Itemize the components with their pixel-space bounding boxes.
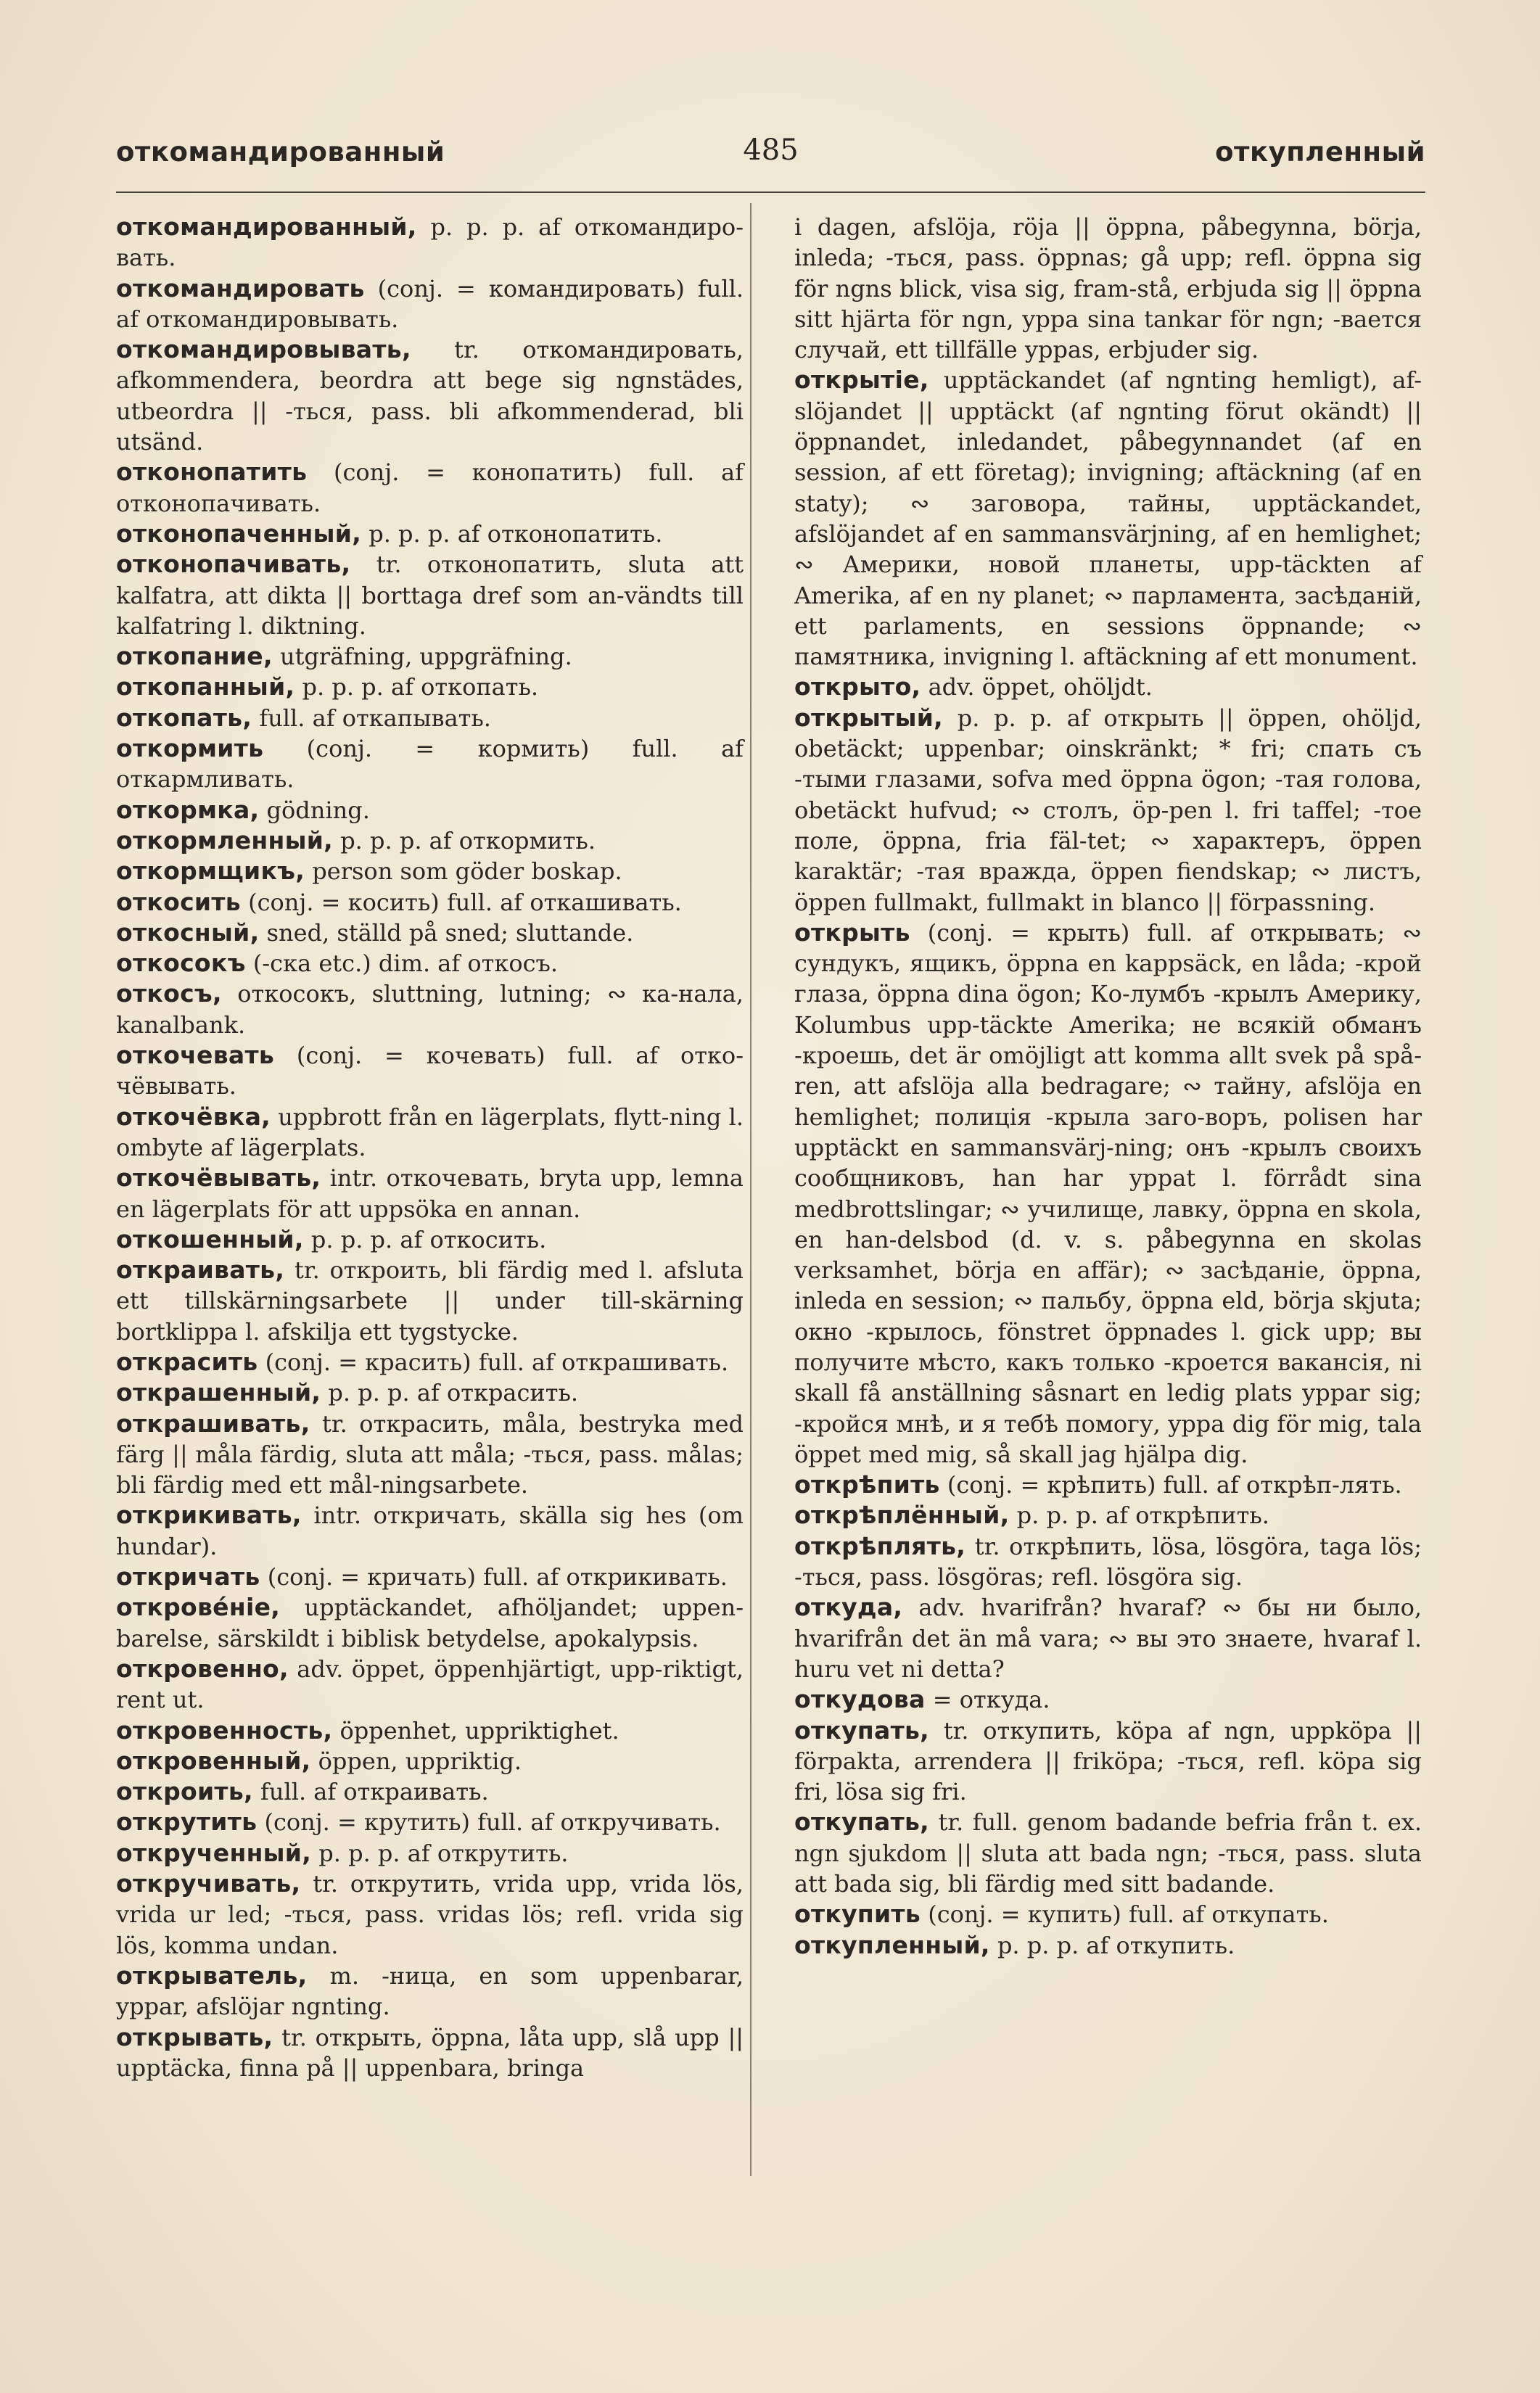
entry-definition: adv. hvarifrån? hvaraf? ∾ бы ни было, hvarifrån det än må vara; ∾ вы это знаете, hvaraf l. huru vet ni detta? — [794, 1594, 1422, 1683]
entry-headword: открыто, — [794, 672, 921, 701]
entry-headword: откомандировывать, — [116, 335, 411, 364]
entry-definition: upptäckandet, afhöljandet; uppen-barelse, särskildt i biblisk betydelse, apokalypsis. — [116, 1594, 744, 1652]
entry-definition: (conj. = крыть) full. af открывать; ∾ сундукъ, ящикъ, öppna en kappsäck, en låda; -крой глаза, öppna dina ögon; Ко-лумбъ -крылъ Америку, Kolumbus upp-täckte Amerika; не всякій обманъ -кроешь, det är omöjligt att komma allt svek på spå-ren, att afslöja alla bedragare; ∾ тайну, afslöja en hemlighet; полиція -крыла заго-воръ, polisen har upptäckt en sammansvärj-ning; онъ -крылъ своихъ сообщниковъ, han har yppat l. förrådt sina medbrottslingar; ∾ училище, лавку, öppna en skola, en han-delsbod (d. v. s. påbegynna en skolas verksamhet, börja en affär); ∾ засѣданіе, öppna, inleda en session; ∾ пальбу, öppna eld, börja skjuta; окно -крылось, fönstret öppnades l. gick upp; вы получите мѣсто, какъ только -кроется вакансія, ni skall få anställning såsnart en ledig plats yppar sig; -кройся мнѣ, и я тебѣ помогу, yppa dig för mig, tala öppet med mig, så skall jag hjälpa dig. — [794, 918, 1422, 1468]
entry-headword: откочёвка, — [116, 1102, 271, 1131]
entry-headword: откосить — [116, 887, 241, 916]
entry-headword: откровенность, — [116, 1716, 333, 1745]
entry-headword: откупать, — [794, 1716, 930, 1745]
entry-definition: tr. открыть, öppna, låta upp, slå upp || upptäcka, finna på || uppenbara, bringa — [116, 2023, 744, 2082]
dictionary-entry — [116, 1592, 744, 1654]
dictionary-entry — [116, 1807, 744, 1837]
dictionary-entry — [794, 1500, 1422, 1531]
entry-definition: (conj. = кричать) full. af открикивать. — [267, 1563, 728, 1591]
header-first-entry: откомандированный — [116, 136, 445, 168]
entry-definition: full. af откапывать. — [259, 704, 491, 732]
entry-definition: sned, ställd på sned; sluttande. — [266, 918, 634, 947]
dictionary-entry — [116, 334, 744, 457]
entry-definition: tr. откупить, köpa af ngn, uppköpa || förpakta, arrendera || friköpa; -ться, refl. köpa sig fri, lösa sig fri. — [794, 1716, 1422, 1806]
entry-definition: p. p. p. af открасить. — [328, 1379, 579, 1407]
dictionary-entry — [116, 918, 744, 948]
dictionary-entry — [794, 365, 1422, 672]
entry-definition: (conj. = крутить) full. af откручивать. — [264, 1808, 721, 1837]
entry-definition: tr. откомандировать, afkommendera, beordra att bege sig ngnstädes, utbeordra || -ться, pass. bli afkommenderad, bli utsänd. — [116, 336, 744, 456]
entry-definition: p. p. p. af откомандиро-вать. — [116, 213, 744, 272]
entry-headword: открашенный, — [116, 1378, 321, 1407]
entry-headword: откормить — [116, 734, 264, 763]
dictionary-entry — [794, 672, 1422, 702]
dictionary-entry — [116, 1255, 744, 1347]
entry-definition: tr. отконопатить, sluta att kalfatra, att dikta || borttaga dref som an-vändts till kalfatring l. diktning. — [116, 551, 744, 640]
dictionary-entry — [794, 1592, 1422, 1684]
dictionary-entry — [116, 1776, 744, 1807]
entry-headword: откосокъ — [116, 949, 246, 978]
entry-headword: откосъ, — [116, 979, 222, 1008]
entry-headword: открыватель, — [116, 1961, 308, 1990]
entry-headword: откопание, — [116, 642, 273, 671]
entry-headword: откупленный, — [794, 1930, 990, 1959]
entry-headword: открѣпить — [794, 1470, 940, 1499]
entry-definition: tr. открасить, måla, bestryka med färg || måla färdig, sluta att måla; -ться, pass. målas; bli färdig med ett mål-ningsarbete. — [116, 1409, 744, 1499]
entry-headword: откроить, — [116, 1777, 253, 1806]
entry-definition: (-ска etc.) dim. af откосъ. — [252, 950, 559, 978]
entry-definition: m. -ница, en som uppenbarar, yppar, afslöjar ngnting. — [116, 1961, 744, 2021]
entry-definition: (conj. = косить) full. af откашивать. — [248, 888, 682, 916]
entry-definition: person som göder boskap. — [312, 857, 622, 886]
entry-definition: full. af откраивать. — [260, 1778, 489, 1806]
dictionary-entry — [794, 918, 1422, 1470]
dictionary-entry — [794, 1716, 1422, 1808]
entry-headword: открутить — [116, 1808, 258, 1837]
entry-headword: отконопаченный, — [116, 519, 362, 548]
entry-definition: adv. öppet, öppenhjärtigt, upp-riktigt, rent ut. — [116, 1655, 744, 1714]
dictionary-entry — [116, 1869, 744, 1961]
column-divider — [750, 203, 752, 2176]
dictionary-entry — [116, 887, 744, 918]
entry-headword: открыть — [794, 918, 910, 947]
entry-headword: откуда, — [794, 1593, 903, 1622]
dictionary-entry — [116, 1040, 744, 1102]
entry-definition: (conj. = крѣпить) full. af открѣп-лять. — [947, 1471, 1402, 1499]
entry-definition: p. p. p. af откосить. — [310, 1225, 547, 1253]
dictionary-entry — [116, 795, 744, 825]
entry-definition: utgräfning, uppgräfning. — [279, 643, 572, 671]
entry-headword: открученный, — [116, 1838, 312, 1867]
entry-definition: p. p. p. af отконопатить. — [368, 519, 663, 548]
entry-definition: p. p. p. af откормить. — [340, 826, 596, 854]
entry-headword: отконопатить — [116, 458, 308, 487]
entry-headword: открытіе, — [794, 366, 929, 395]
entry-definition: (conj. = кочевать) full. af отко-чёвывать. — [116, 1042, 744, 1100]
entry-headword: откопанный, — [116, 672, 295, 701]
dictionary-entry — [116, 519, 744, 549]
entry-headword: откопать, — [116, 703, 252, 732]
dictionary-entry — [794, 212, 1422, 365]
dictionary-entry — [116, 948, 744, 979]
header-rule — [116, 191, 1425, 193]
dictionary-entry — [116, 825, 744, 856]
right-column — [794, 212, 1422, 1961]
entry-headword: открашивать, — [116, 1409, 310, 1438]
entry-definition: intr. откочевать, bryta upp, lemna en lägerplats för att uppsöka en annan. — [116, 1164, 744, 1223]
entry-headword: откомандированный, — [116, 213, 417, 241]
dictionary-entry — [116, 1377, 744, 1408]
dictionary-entry — [116, 1562, 744, 1592]
entry-headword: откосный, — [116, 918, 260, 947]
dictionary-entry — [116, 672, 744, 702]
dictionary-entry — [116, 1347, 744, 1377]
entry-definition: (conj. = красить) full. af открашивать. — [265, 1348, 729, 1376]
entry-definition: upptäckandet (af ngnting hemligt), af-slöjandet || upptäckt (af ngnting förut okändt) || öppnandet, inledandet, påbegynnandet (af en session, af ett företag); invigning; aftäckning (af en staty); ∾ заговора, тайны, upptäckandet, afslöjandet af en sammansvärjning, af en hemlighet; ∾ Америки, новой планеты, upp-täckten af Amerika, af en ny planet; ∾ парламента, засѣданій, ett parlaments, en sessions öppnande; ∾ памятника, invigning l. aftäckning af ett monument. — [794, 366, 1422, 671]
dictionary-entry — [116, 273, 744, 335]
dictionary-entry — [116, 1224, 744, 1255]
dictionary-entry — [794, 1470, 1422, 1500]
entry-headword: откочевать — [116, 1041, 275, 1070]
page-number: 485 — [743, 133, 799, 167]
entry-definition: öppen, uppriktig. — [318, 1747, 522, 1775]
entry-headword: откраивать, — [116, 1256, 285, 1285]
entry-headword: откошенный, — [116, 1224, 304, 1253]
dictionary-entry — [116, 1163, 744, 1224]
entry-definition: p. p. p. af открѣпить. — [1016, 1502, 1269, 1530]
dictionary-entry — [794, 1531, 1422, 1593]
entry-headword: откручивать, — [116, 1869, 301, 1898]
dictionary-entry — [116, 1961, 744, 2022]
entry-headword: откормленный, — [116, 825, 334, 854]
entry-definition: p. p. p. af откупить. — [997, 1931, 1235, 1959]
entry-headword: открѣплять, — [794, 1531, 966, 1560]
entry-headword: откудова — [794, 1685, 926, 1714]
entry-headword: открасить — [116, 1347, 258, 1376]
entry-headword: открикивать, — [116, 1501, 302, 1530]
entry-definition: (conj. = кормить) full. af откармливать. — [116, 735, 744, 794]
entry-definition: i dagen, afslöja, röja || öppna, påbegynna, börja, inleda; -ться, pass. öppnas; gå upp; refl. öppna sig för ngns blick, visa sig, fram-stå, erbjuda sig || öppna sitt hjärta för ngn, yppa sina tankar för ngn; -вается случай, ett tillfälle yppas, erbjuder sig. — [794, 213, 1422, 364]
entry-definition: öppenhet, uppriktighet. — [339, 1716, 619, 1745]
entry-definition: (conj. = купить) full. af откупать. — [928, 1900, 1329, 1929]
entry-headword: откричать — [116, 1562, 260, 1591]
dictionary-entry — [116, 1409, 744, 1501]
dictionary-entry — [794, 1807, 1422, 1899]
entry-headword: открытый, — [794, 703, 943, 732]
entry-definition: = откуда. — [932, 1686, 1050, 1714]
dictionary-entry — [116, 212, 744, 273]
dictionary-entry — [116, 2022, 744, 2084]
page-header — [116, 133, 1425, 180]
entry-definition: adv. öppet, ohöljdt. — [928, 673, 1153, 701]
left-column — [116, 212, 744, 2083]
entry-definition: p. p. p. af открыть || öppen, ohöljd, obetäckt; uppenbar; oinskränkt; * fri; спать съ -тыми глазами, sofva med öppna ögon; -тая голова, obetäckt hufvud; ∾ столъ, öp-pen l. fri taffel; -тое поле, öppna, fria fäl-tet; ∾ характеръ, öppen karaktär; -тая вражда, öppen fiendskap; ∾ листъ, öppen fullmakt, fullmakt in blanco || förpassning. — [794, 704, 1422, 916]
dictionary-entry — [116, 1746, 744, 1776]
entry-definition: tr. открутить, vrida upp, vrida lös, vrida ur led; -ться, pass. vridas lös; refl. vrida sig lös, komma undan. — [116, 1870, 744, 1959]
entry-definition: tr. открѣпить, lösa, lösgöra, taga lös; -ться, pass. lösgöras; refl. lösgöra sig. — [794, 1532, 1422, 1591]
entry-definition: gödning. — [266, 796, 370, 824]
entry-definition: tr. full. genom badande befria från t. ex. ngn sjukdom || sluta att bada ngn; -ться, pass. sluta att bada sig, bli färdig med sitt badande. — [794, 1808, 1422, 1898]
dictionary-entry — [116, 1500, 744, 1562]
dictionary-entry — [116, 703, 744, 733]
dictionary-entry — [116, 1838, 744, 1869]
dictionary-entry — [794, 1899, 1422, 1929]
dictionary-entry — [116, 856, 744, 886]
dictionary-entry — [116, 733, 744, 795]
entry-headword: откормка, — [116, 795, 260, 824]
dictionary-entry — [116, 1716, 744, 1746]
entry-headword: откомандировать — [116, 273, 365, 302]
dictionary-entry — [116, 979, 744, 1040]
entry-definition: p. p. p. af открутить. — [318, 1839, 569, 1867]
entry-headword: открывать, — [116, 2022, 273, 2051]
header-last-entry: откупленный — [1215, 136, 1425, 168]
entry-headword: откровенный, — [116, 1746, 311, 1775]
entry-definition: (conj. = конопатить) full. af отконопачивать. — [116, 458, 744, 517]
entry-headword: откупать, — [794, 1808, 930, 1837]
dictionary-entry — [794, 1930, 1422, 1961]
entry-headword: откормщикъ, — [116, 857, 305, 886]
entry-definition: tr. откроить, bli färdig med l. afsluta ett tillskärningsarbete || under till-skärning bortklippa l. afskilja ett tygstycke. — [116, 1256, 744, 1346]
dictionary-entry — [794, 1684, 1422, 1715]
entry-definition: p. p. p. af откопать. — [302, 673, 539, 701]
entry-definition: intr. откричать, skälla sig hes (om hundar). — [116, 1502, 744, 1560]
dictionary-entry — [116, 457, 744, 519]
entry-headword: открове́ніе, — [116, 1593, 281, 1622]
dictionary-entry — [116, 1654, 744, 1716]
entry-headword: откупить — [794, 1900, 921, 1929]
dictionary-entry — [116, 1102, 744, 1163]
dictionary-entry — [116, 549, 744, 641]
entry-definition: uppbrott från en lägerplats, flytt-ning l. ombyte af lägerplats. — [116, 1103, 744, 1161]
dictionary-entry — [116, 641, 744, 672]
entry-headword: откочёвывать, — [116, 1163, 321, 1193]
entry-headword: отконопачивать, — [116, 550, 351, 579]
entry-definition: откосокъ, sluttning, lutning; ∾ ка-нала, kanalbank. — [116, 980, 744, 1039]
entry-headword: открѣплённый, — [794, 1501, 1010, 1530]
entry-headword: откровенно, — [116, 1654, 289, 1683]
entry-definition: (conj. = командировать) full. af откомандировывать. — [116, 274, 744, 333]
dictionary-entry — [794, 703, 1422, 918]
